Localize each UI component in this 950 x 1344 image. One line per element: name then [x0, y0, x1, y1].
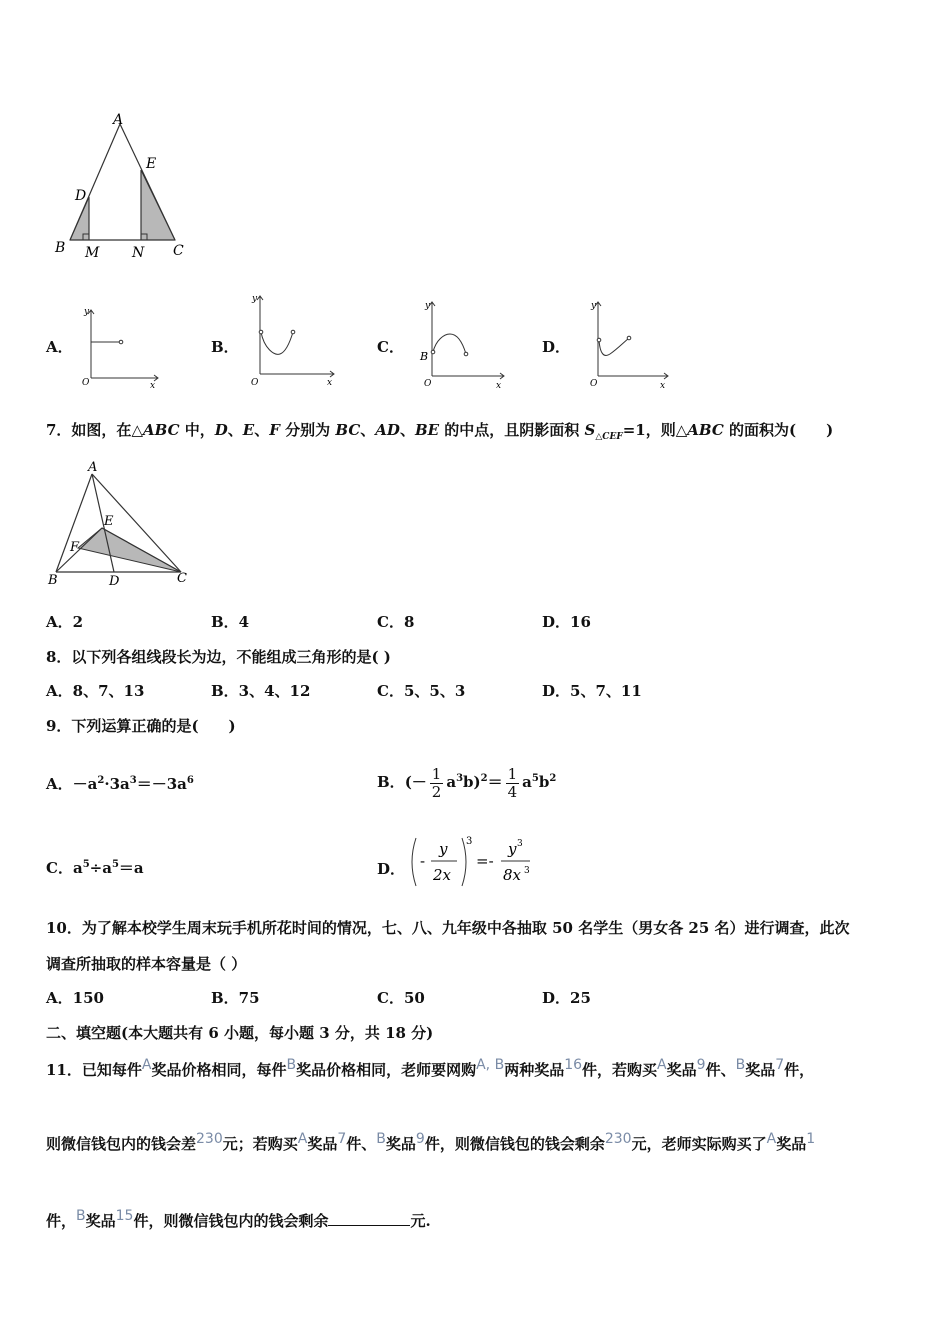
- axis-x: x: [327, 378, 333, 388]
- axis-o: O: [590, 379, 598, 389]
- q10-line1: 10．为了解本校学生周末玩手机所花时间的情况，七、八、九年级中各抽取 50 名学生（男女各 25 名）进行调查，此次: [46, 919, 850, 937]
- q11-line1: 11．已知每件A奖品价格相同，每件B奖品价格相同，老师要网购A, B两种奖品16件，若购买A奖品9件、B奖品7件，: [46, 1057, 815, 1079]
- q9-stem: 9．下列运算正确的是( ): [46, 717, 236, 735]
- d-num2: y: [508, 840, 517, 858]
- axis-y: y: [84, 307, 90, 317]
- q9-option-b: B．(－ $\frac{1}{2}$ $a^3b)^2=$ $\frac{1}{4}$ $a^5b^2$: [377, 764, 557, 801]
- d-den1: 2x: [433, 866, 452, 884]
- label-n: N: [132, 245, 145, 261]
- axis-b: B: [420, 350, 429, 363]
- q9-option-a: A．$-a^2\cdot 3a^3=-3a^6$: [46, 775, 194, 793]
- label-a: A: [88, 460, 98, 475]
- axis-x: x: [150, 381, 156, 390]
- d-num2e: 3: [517, 839, 523, 849]
- triangle-figure-q7: [44, 458, 194, 590]
- q10-option-d: D．25: [542, 989, 591, 1007]
- q8-stem: 8．以下列各组线段长为边，不能组成三角形的是( ): [46, 648, 391, 666]
- q8-option-a: A．8、7、13: [46, 682, 145, 700]
- d-eq: =-: [476, 852, 494, 870]
- q7-stem: 7．如图，在△ABC 中，D、E、F 分别为 BC、AD、BE 的中点，且阴影面积 $S_{\triangle CEF}=1$，则△ABC 的面积为( ): [46, 421, 834, 442]
- label-a: A: [113, 112, 124, 128]
- q6-option-d-label: D．: [542, 338, 571, 356]
- q9-option-d-formula: [404, 832, 544, 892]
- label-c: C: [173, 243, 184, 259]
- label-e: E: [104, 514, 114, 529]
- shaded-cef: [78, 528, 181, 572]
- q7-option-a: A．2: [46, 613, 84, 631]
- label-e: E: [146, 156, 157, 172]
- q9-option-c: C．$a^5\div a^5=a$: [46, 859, 144, 877]
- d-den2e: 3: [524, 866, 530, 876]
- axis-o: O: [82, 378, 90, 388]
- section-2-heading: 二、填空题(本大题共有 6 小题，每小题 3 分，共 18 分): [46, 1024, 434, 1042]
- q10-option-a: A．150: [46, 989, 104, 1007]
- q8-option-b: B．3、4、12: [211, 682, 311, 700]
- triangle-figure-top: [50, 112, 200, 264]
- axis-x: x: [496, 381, 502, 391]
- d-minus: -: [420, 852, 426, 870]
- q10-option-b: B．75: [211, 989, 260, 1007]
- axis-o: O: [251, 378, 259, 388]
- label-b: B: [55, 240, 66, 256]
- axis-y: y: [252, 294, 258, 304]
- label-b: B: [48, 573, 58, 588]
- label-m: M: [85, 245, 100, 261]
- q11-line2: 则微信钱包内的钱会差230元；若购买A奖品7件、B奖品9件，则微信钱包的钱会剩余230元，老师实际购买了A奖品1: [46, 1131, 816, 1153]
- d-pow: 3: [466, 836, 473, 847]
- d-den2: 8x: [503, 866, 522, 884]
- q10-option-c: C．50: [377, 989, 425, 1007]
- q7-option-c: C．8: [377, 613, 415, 631]
- q8-option-d: D．5、7、11: [542, 682, 642, 700]
- d-num1: y: [439, 840, 448, 858]
- label-d: D: [109, 574, 120, 589]
- axis-y: y: [591, 301, 597, 311]
- axis-x: x: [660, 381, 666, 391]
- q11-line3: 件，B奖品15件，则微信钱包内的钱会剩余 元.: [46, 1208, 431, 1230]
- graph-option-a: [76, 300, 166, 390]
- answer-blank[interactable]: [328, 1210, 410, 1226]
- q6-option-a-label: A．: [46, 338, 73, 356]
- graph-option-b: [242, 290, 342, 390]
- q6-option-b-label: B．: [211, 338, 239, 356]
- q7-option-d: D．16: [542, 613, 591, 631]
- label-c: C: [177, 571, 187, 586]
- axis-y: y: [425, 301, 431, 311]
- q7-option-b: B．4: [211, 613, 250, 631]
- label-f: F: [70, 540, 80, 555]
- q6-option-c-label: C．: [377, 338, 404, 356]
- label-d: D: [75, 188, 87, 204]
- q9-option-d-label: D．: [377, 860, 406, 878]
- q8-option-c: C．5、5、3: [377, 682, 466, 700]
- graph-option-d: [582, 296, 674, 392]
- q10-line2: 调查所抽取的样本容量是（ ）: [46, 955, 247, 973]
- graph-option-c: [416, 296, 508, 392]
- axis-o: O: [424, 379, 432, 389]
